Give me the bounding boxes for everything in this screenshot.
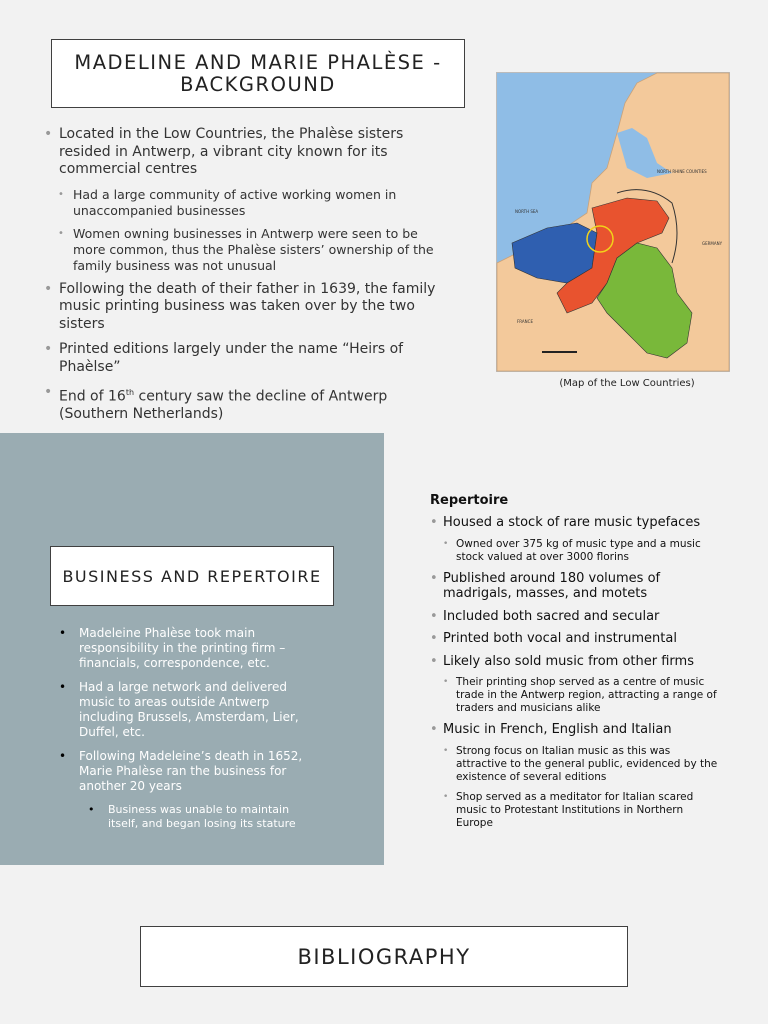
repertoire-vocal-instrumental: • Printed both vocal and instrumental bbox=[430, 631, 720, 647]
slide1-title: MADELINE AND MARIE PHALÈSE - BACKGROUND bbox=[74, 50, 442, 96]
map-label-north: NORTH RHINE COUNTIES bbox=[657, 169, 707, 174]
bullet-location: • Located in the Low Countries, the Phalèse sisters resided in Antwerp, a vibrant city known for its commercial centres bbox=[44, 126, 446, 179]
repertoire-italian-focus: • Strong focus on Italian music as this was attractive to the general public, evidenced by the existence of several editions bbox=[443, 745, 720, 784]
repertoire-languages: • Music in French, English and Italian bbox=[430, 722, 720, 738]
repertoire-list bbox=[430, 515, 720, 837]
slide1-title-box bbox=[51, 39, 465, 108]
repertoire-typefaces: • Housed a stock of rare music typefaces bbox=[430, 515, 720, 531]
low-countries-map bbox=[496, 72, 730, 372]
map-label-france: FRANCE bbox=[517, 319, 533, 324]
business-bullets bbox=[59, 626, 319, 830]
repertoire-other-firms: • Likely also sold music from other firms bbox=[430, 654, 720, 670]
repertoire-sacred-secular: • Included both sacred and secular bbox=[430, 609, 720, 625]
repertoire-protestant: • Shop served as a meditator for Italian scared music to Protestant Institutions in Northern Europe bbox=[443, 791, 720, 830]
sub-bullet-ownership: • Women owning businesses in Antwerp were seen to be more common, thus the Phalèse sisters’ ownership of the family business was not unusual bbox=[58, 226, 446, 274]
repertoire-other-firms-sub: • Their printing shop served as a centre of music trade in the Antwerp region, attracting a range of traders and musicians alike bbox=[443, 676, 720, 715]
slide3-title: BIBLIOGRAPHY bbox=[297, 944, 471, 969]
repertoire-typefaces-sub: • Owned over 375 kg of music type and a music stock valued at over 3000 florins bbox=[443, 538, 720, 564]
map-illustration bbox=[497, 73, 729, 371]
repertoire-heading: Repertoire bbox=[430, 493, 509, 508]
business-bullet-responsibility: • Madeleine Phalèse took main responsibility in the printing firm – financials, correspondence, etc. bbox=[59, 626, 319, 671]
slide2-title: BUSINESS AND REPERTOIRE bbox=[62, 566, 322, 586]
business-bullet-madeleine-death: • Following Madeleine’s death in 1652, Marie Phalèse ran the business for another 20 years bbox=[59, 749, 319, 794]
slide2-title-box bbox=[50, 546, 334, 606]
map-label-germany: GERMANY bbox=[702, 241, 723, 246]
slide3-title-box bbox=[140, 926, 628, 987]
repertoire-volumes: • Published around 180 volumes of madrigals, masses, and motets bbox=[430, 571, 720, 602]
bullet-antwerp-decline: • End of 16th century saw the decline of Antwerp (Southern Netherlands) bbox=[44, 384, 446, 424]
business-sub-bullet-decline: • Business was unable to maintain itself, and began losing its stature bbox=[88, 803, 319, 830]
business-bullet-network: • Had a large network and delivered music to areas outside Antwerp including Brussels, Amsterdam, Lier, Duffel, etc. bbox=[59, 680, 319, 740]
bullet-father-death: • Following the death of their father in 1639, the family music printing business was taken over by the two sisters bbox=[44, 281, 446, 334]
map-caption: (Map of the Low Countries) bbox=[559, 378, 695, 389]
slide1-bullets bbox=[44, 126, 446, 432]
map-label-sea: NORTH SEA bbox=[515, 209, 539, 214]
sub-bullet-community: • Had a large community of active working women in unaccompanied businesses bbox=[58, 187, 446, 219]
bullet-printed-editions: • Printed editions largely under the name “Heirs of Phaèlse” bbox=[44, 341, 446, 376]
